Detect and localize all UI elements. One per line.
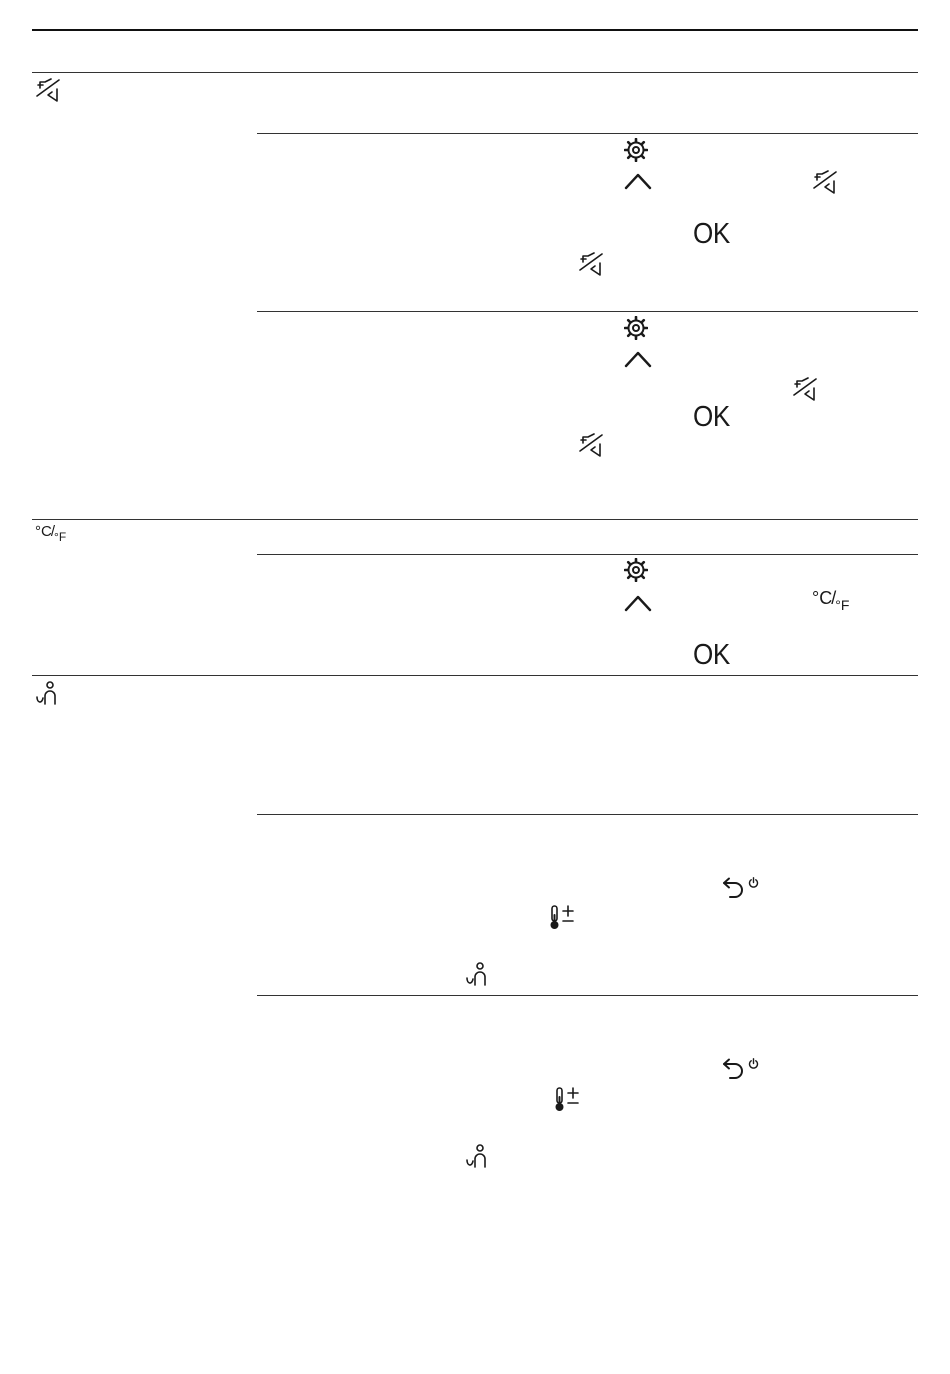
step-divider bbox=[257, 311, 918, 312]
fahrenheit-symbol: °F bbox=[835, 597, 850, 613]
step-divider bbox=[257, 133, 918, 134]
sound-off-icon bbox=[792, 377, 818, 401]
presence-icon bbox=[36, 681, 58, 705]
sound-off-icon bbox=[35, 78, 61, 102]
thermometer-plus-minus-icon bbox=[553, 1087, 581, 1113]
presence-icon bbox=[466, 1144, 488, 1168]
celsius-symbol: °C bbox=[812, 588, 833, 608]
gear-icon bbox=[624, 316, 648, 340]
unit-separator: / bbox=[831, 588, 837, 608]
step-divider bbox=[257, 995, 918, 996]
gear-icon bbox=[624, 138, 648, 162]
temperature-unit-icon bbox=[35, 523, 67, 544]
sound-off-icon bbox=[812, 170, 838, 194]
temperature-unit-icon bbox=[812, 588, 850, 613]
chevron-up-icon bbox=[624, 350, 652, 368]
step-divider bbox=[257, 814, 918, 815]
thermometer-plus-minus-icon bbox=[548, 905, 576, 931]
back-power-icon bbox=[720, 877, 760, 901]
table-row-divider bbox=[32, 72, 918, 73]
header-rule bbox=[32, 29, 918, 31]
ok-button-label: OK bbox=[693, 218, 730, 250]
unit-separator: / bbox=[50, 523, 56, 540]
chevron-up-icon bbox=[624, 172, 652, 190]
table-row-divider bbox=[32, 519, 918, 520]
sound-off-icon bbox=[578, 252, 604, 276]
step-divider bbox=[257, 554, 918, 555]
celsius-symbol: °C bbox=[35, 523, 52, 540]
back-power-icon bbox=[720, 1058, 760, 1082]
gear-icon bbox=[624, 558, 648, 582]
chevron-up-icon bbox=[624, 594, 652, 612]
sound-off-icon bbox=[578, 433, 604, 457]
ok-button-label: OK bbox=[693, 401, 730, 433]
table-row-divider bbox=[32, 675, 918, 676]
ok-button-label: OK bbox=[693, 639, 730, 671]
presence-icon bbox=[466, 962, 488, 986]
fahrenheit-symbol: °F bbox=[54, 530, 67, 544]
